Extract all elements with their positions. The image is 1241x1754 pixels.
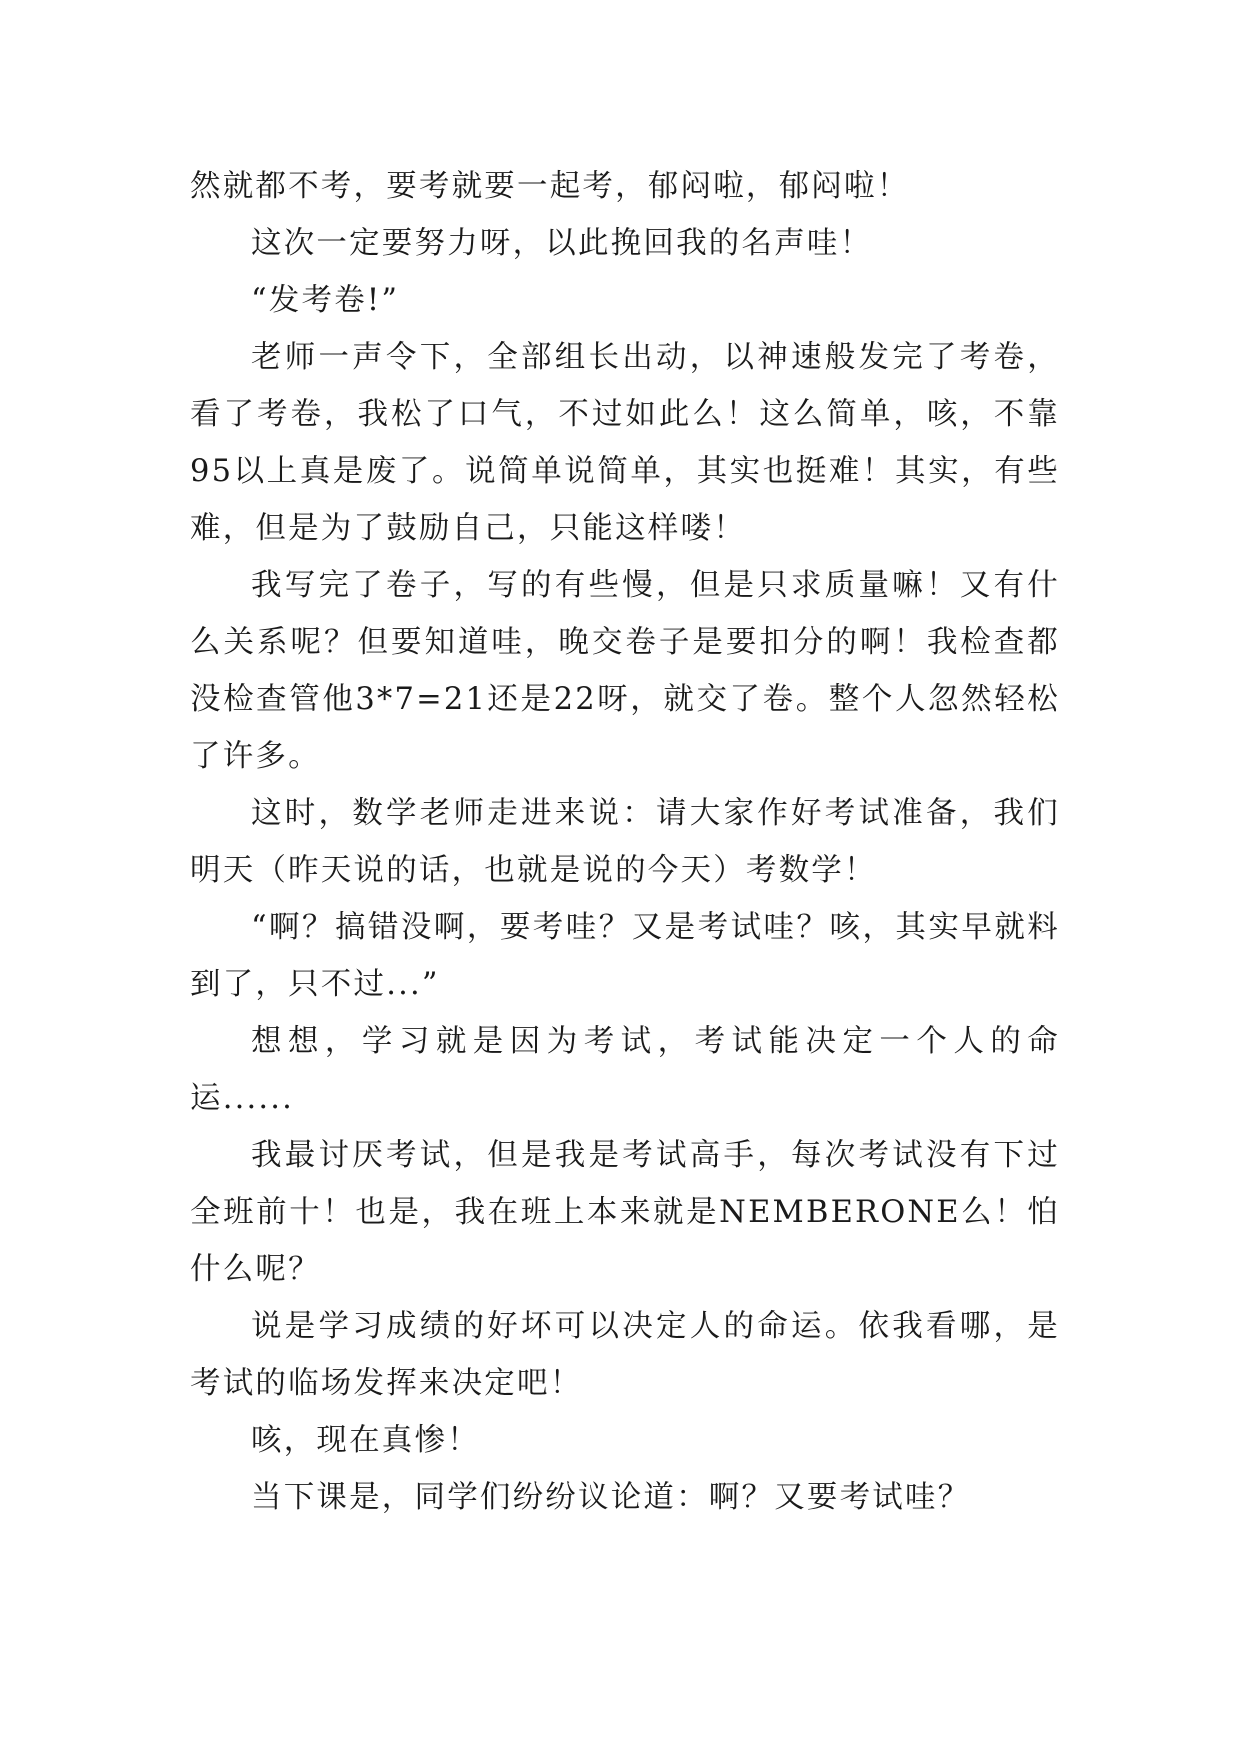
- paragraph: 然就都不考，要考就要一起考，郁闷啦，郁闷啦！: [190, 169, 910, 204]
- paragraph: 我写完了卷子，写的有些慢，但是只求质量嘛！又有什么关系呢？但要知道哇，晚交卷子是要扣分的啊！我检查都没检查管他3*7=21还是22呀，就交了卷。整个人忽然轻松了许多。: [190, 568, 1060, 774]
- paragraph: 老师一声令下，全部组长出动，以神速般发完了考卷，看了考卷，我松了口气，不过如此么！这么简单，咳，不靠95以上真是废了。说简单说简单，其实也挺难！其实，有些难，但是为了鼓励自己，只能这样喽！: [190, 340, 1060, 546]
- paragraph: 这次一定要努力呀，以此挽回我的名声哇！: [251, 226, 873, 261]
- paragraph: 想想，学习就是因为考试，考试能决定一个人的命运......: [190, 1024, 1060, 1116]
- paragraph: 我最讨厌考试，但是我是考试高手，每次考试没有下过全班前十！也是，我在班上本来就是NEMBERONE么！怕什么呢？: [190, 1138, 1060, 1287]
- paragraph: 这时，数学老师走进来说：请大家作好考试准备，我们明天（昨天说的话，也就是说的今天）考数学！: [190, 796, 1060, 888]
- paragraph: 咳，现在真惨！: [251, 1423, 480, 1458]
- paragraph: “啊？搞错没啊，要考哇？又是考试哇？咳，其实早就料到了，只不过...”: [190, 910, 1060, 1002]
- paragraph: 当下课是，同学们纷纷议论道：啊？又要考试哇？: [251, 1480, 971, 1515]
- paragraph: 说是学习成绩的好坏可以决定人的命运。依我看哪，是考试的临场发挥来决定吧！: [190, 1309, 1060, 1401]
- paragraph: “发考卷!”: [251, 283, 400, 318]
- document-body: [190, 158, 1060, 1526]
